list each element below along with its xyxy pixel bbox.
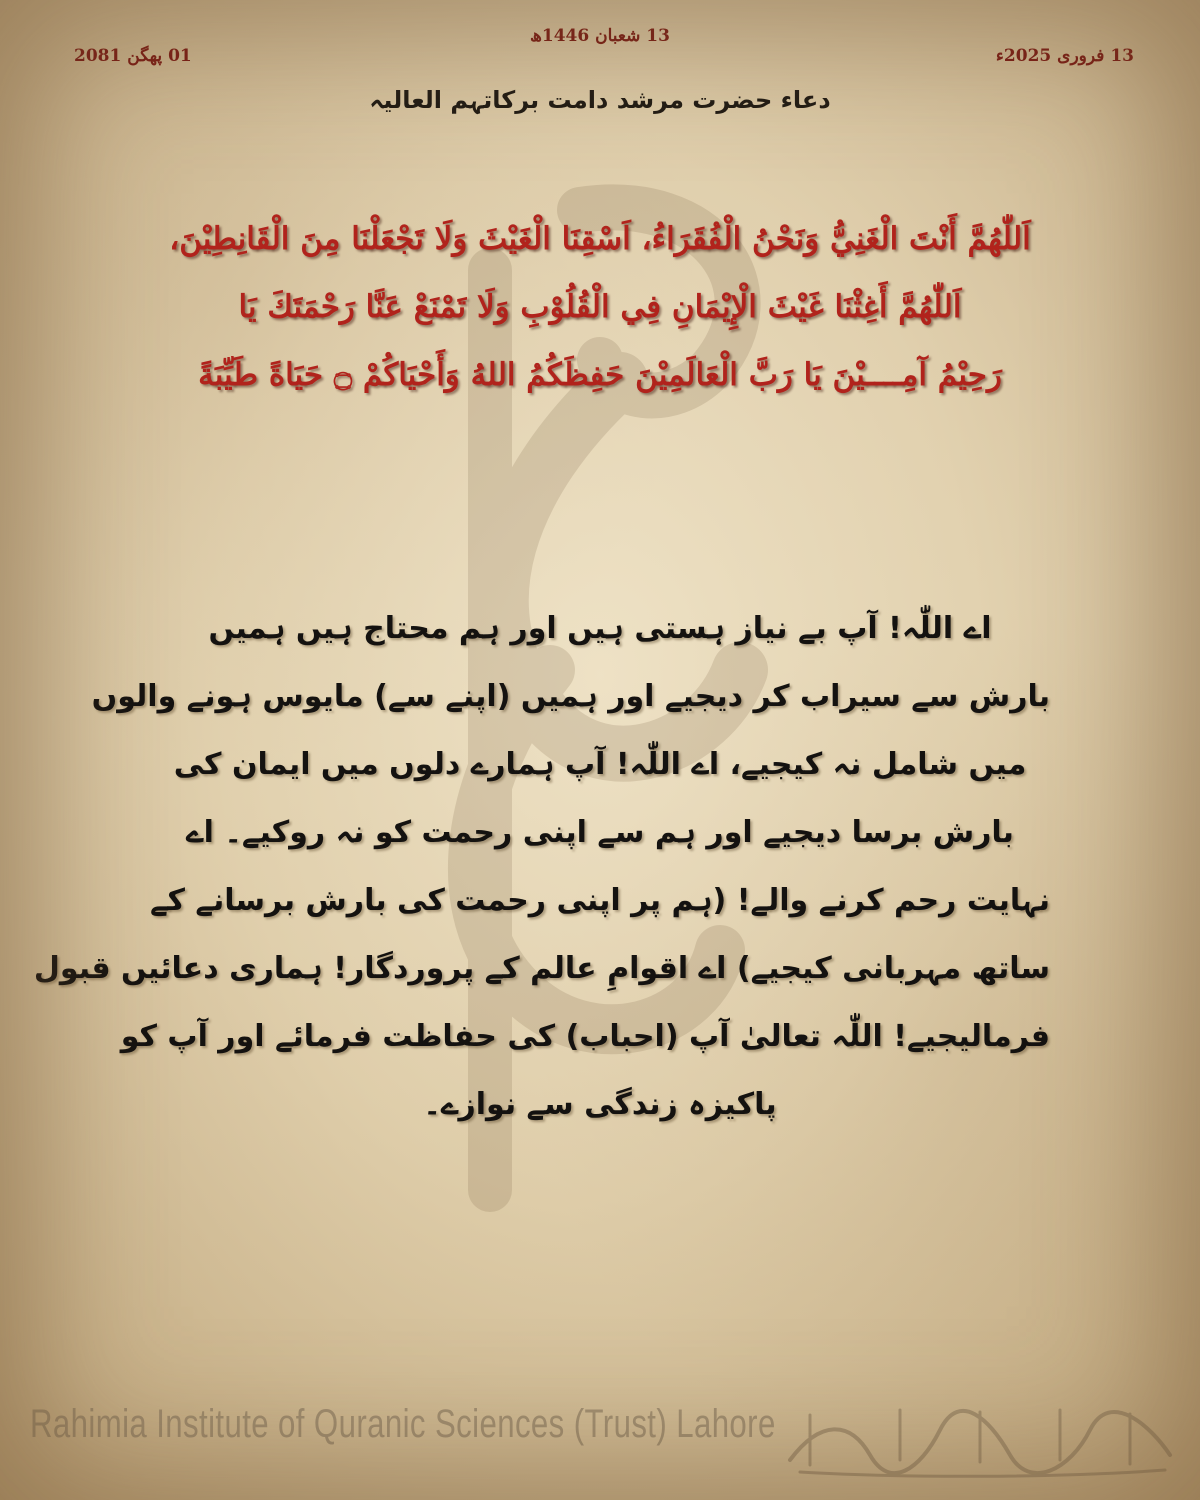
urdu-translation-line: نہایت رحم کرنے والے! (ہم پر اپنی رحمت کی بارش برسانے کے [149, 883, 1050, 918]
gregorian-date: 13 فروری 2025ء [995, 46, 1134, 66]
institute-name-english: Rahimia Institute of Quranic Sciences (Trust) Lahore [30, 1402, 776, 1446]
urdu-translation-line: بارش برسا دیجیے اور ہم سے اپنی رحمت کو نہ روکیے۔ اے [186, 815, 1014, 850]
bikrami-date: 01 پھگن 2081 [74, 46, 192, 66]
arabic-dua [70, 205, 1130, 409]
hijri-date: 13 شعبان 1446ھ [530, 26, 670, 46]
urdu-translation-line: میں شامل نہ کیجیے، اے اللّٰہ! آپ ہمارے دلوں میں ایمان کی [173, 747, 1027, 782]
institute-calligraphy-logo-icon [780, 1400, 1180, 1480]
arabic-dua-line: اَللّٰهُمَّ أَغِثْنَا غَيْثَ الْإِيْمَانِ فِي الْقُلُوْبِ وَلَا تَمْنَعْ عَنَّا رَحْمَتَكَ يَا [238, 289, 962, 325]
arabic-dua-line: اَللّٰهُمَّ أَنْتَ الْغَنِيُّ وَنَحْنُ الْفُقَرَاءُ، اَسْقِنَا الْغَيْثَ وَلَا تَجْعَلْنَا مِنَ الْقَانِطِيْنَ، [169, 221, 1031, 257]
urdu-translation-line: فرمالیجیے! اللّٰہ تعالیٰ آپ (احباب) کی حفاظت فرمائے اور آپ کو [120, 1019, 1050, 1054]
urdu-translation [33, 595, 1050, 1139]
urdu-translation-line: ساتھ مہربانی کیجیے) اے اقوامِ عالم کے پروردگار! ہماری دعائیں قبول [33, 951, 1050, 986]
urdu-translation-line: پاکیزہ زندگی سے نوازے۔ [423, 1087, 777, 1122]
arabic-dua-line: رَحِيْمُ آمِــــيْنَ يَا رَبَّ الْعَالَمِيْنَ حَفِظَكُمُ اللهُ وَأَحْيَاكُمْ ۝ حَيَاةً طَيِّبَةً [198, 357, 1002, 393]
urdu-translation-line: بارش سے سیراب کر دیجیے اور ہمیں (اپنے سے) مایوس ہونے والوں [91, 679, 1050, 714]
page-title: دعاء حضرت مرشد دامت برکاتہم العالیہ [369, 86, 831, 114]
urdu-translation-line: اے اللّٰہ! آپ بے نیاز ہستی ہیں اور ہم محتاج ہیں ہمیں [208, 611, 992, 646]
